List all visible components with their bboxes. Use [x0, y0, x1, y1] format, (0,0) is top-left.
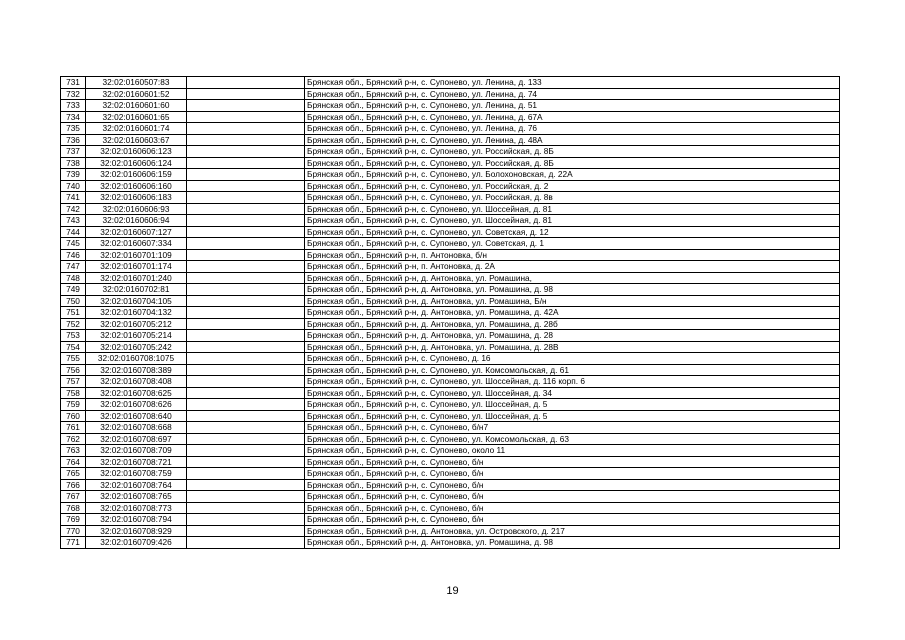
- address-cell: Брянская обл., Брянский р-н, с. Супонево, б/н: [305, 468, 840, 480]
- row-number-cell: 749: [61, 284, 86, 296]
- cadastral-number-cell: 32:02:0160705:212: [86, 318, 187, 330]
- cadastral-number-cell: 32:02:0160507:83: [86, 77, 187, 89]
- cadastral-number-cell: 32:02:0160701:174: [86, 261, 187, 273]
- empty-cell: [187, 307, 305, 319]
- row-number-cell: 737: [61, 146, 86, 158]
- empty-cell: [187, 422, 305, 434]
- address-cell: Брянская обл., Брянский р-н, д. Антоновка, ул. Ромашина, д. 28В: [305, 341, 840, 353]
- row-number-cell: 750: [61, 295, 86, 307]
- cadastral-number-cell: 32:02:0160603:67: [86, 134, 187, 146]
- empty-cell: [187, 180, 305, 192]
- table-row: [61, 318, 840, 330]
- empty-cell: [187, 249, 305, 261]
- row-number-cell: 753: [61, 330, 86, 342]
- table-row: [61, 479, 840, 491]
- cadastral-number-cell: 32:02:0160606:183: [86, 192, 187, 204]
- row-number-cell: 756: [61, 364, 86, 376]
- row-number-cell: 747: [61, 261, 86, 273]
- table-row: [61, 502, 840, 514]
- empty-cell: [187, 77, 305, 89]
- empty-cell: [187, 157, 305, 169]
- address-cell: Брянская обл., Брянский р-н, с. Супонево, ул. Болохоновская, д. 22А: [305, 169, 840, 181]
- address-cell: Брянская обл., Брянский р-н, д. Антоновка, ул. Ромашина, д. 98: [305, 284, 840, 296]
- cadastral-number-cell: 32:02:0160708:764: [86, 479, 187, 491]
- table-row: [61, 180, 840, 192]
- empty-cell: [187, 284, 305, 296]
- address-cell: Брянская обл., Брянский р-н, д. Антоновка, ул. Ромашина, д. 28: [305, 330, 840, 342]
- address-cell: Брянская обл., Брянский р-н, с. Супонево, б/н: [305, 502, 840, 514]
- address-cell: Брянская обл., Брянский р-н, с. Супонево, б/н: [305, 479, 840, 491]
- row-number-cell: 771: [61, 537, 86, 549]
- table-row: [61, 491, 840, 503]
- cadastral-number-cell: 32:02:0160708:709: [86, 445, 187, 457]
- empty-cell: [187, 502, 305, 514]
- row-number-cell: 739: [61, 169, 86, 181]
- cadastral-number-cell: 32:02:0160606:159: [86, 169, 187, 181]
- table-row: [61, 330, 840, 342]
- empty-cell: [187, 215, 305, 227]
- empty-cell: [187, 295, 305, 307]
- address-cell: Брянская обл., Брянский р-н, с. Супонево, ул. Ленина, д. 51: [305, 100, 840, 112]
- empty-cell: [187, 100, 305, 112]
- cadastral-number-cell: 32:02:0160701:240: [86, 272, 187, 284]
- cadastral-number-cell: 32:02:0160708:408: [86, 376, 187, 388]
- empty-cell: [187, 169, 305, 181]
- cadastral-number-cell: 32:02:0160708:625: [86, 387, 187, 399]
- cadastral-number-cell: 32:02:0160708:794: [86, 514, 187, 526]
- empty-cell: [187, 272, 305, 284]
- row-number-cell: 765: [61, 468, 86, 480]
- empty-cell: [187, 387, 305, 399]
- table-row: [61, 307, 840, 319]
- cadastral-number-cell: 32:02:0160607:127: [86, 226, 187, 238]
- table-row: [61, 537, 840, 549]
- table-row: [61, 399, 840, 411]
- empty-cell: [187, 146, 305, 158]
- table-row: [61, 272, 840, 284]
- empty-cell: [187, 341, 305, 353]
- table-row: [61, 525, 840, 537]
- table-row: [61, 88, 840, 100]
- address-cell: Брянская обл., Брянский р-н, с. Супонево, ул. Комсомольская, д. 63: [305, 433, 840, 445]
- row-number-cell: 733: [61, 100, 86, 112]
- empty-cell: [187, 376, 305, 388]
- table-row: [61, 100, 840, 112]
- cadastral-number-cell: 32:02:0160709:426: [86, 537, 187, 549]
- row-number-cell: 744: [61, 226, 86, 238]
- row-number-cell: 736: [61, 134, 86, 146]
- table-row: [61, 353, 840, 365]
- row-number-cell: 752: [61, 318, 86, 330]
- cadastral-number-cell: 32:02:0160708:697: [86, 433, 187, 445]
- address-cell: Брянская обл., Брянский р-н, с. Супонево, ул. Шоссейная, д. 81: [305, 215, 840, 227]
- table-row: [61, 146, 840, 158]
- address-cell: Брянская обл., Брянский р-н, с. Супонево, ул. Шоссейная, д. 5: [305, 410, 840, 422]
- empty-cell: [187, 238, 305, 250]
- row-number-cell: 760: [61, 410, 86, 422]
- address-cell: Брянская обл., Брянский р-н, с. Супонево, ул. Российская, д. 8в: [305, 192, 840, 204]
- row-number-cell: 761: [61, 422, 86, 434]
- cadastral-number-cell: 32:02:0160708:759: [86, 468, 187, 480]
- cadastral-number-cell: 32:02:0160702:81: [86, 284, 187, 296]
- row-number-cell: 762: [61, 433, 86, 445]
- page-number: 19: [446, 585, 459, 597]
- empty-cell: [187, 88, 305, 100]
- cadastral-number-cell: 32:02:0160708:773: [86, 502, 187, 514]
- cadastral-number-cell: 32:02:0160708:721: [86, 456, 187, 468]
- cadastral-number-cell: 32:02:0160606:123: [86, 146, 187, 158]
- row-number-cell: 767: [61, 491, 86, 503]
- empty-cell: [187, 123, 305, 135]
- empty-cell: [187, 433, 305, 445]
- address-cell: Брянская обл., Брянский р-н, с. Супонево, ул. Советская, д. 1: [305, 238, 840, 250]
- address-cell: Брянская обл., Брянский р-н, с. Супонево, ул. Ленина, д. 133: [305, 77, 840, 89]
- address-cell: Брянская обл., Брянский р-н, с. Супонево, около 11: [305, 445, 840, 457]
- row-number-cell: 766: [61, 479, 86, 491]
- table-row: [61, 238, 840, 250]
- address-cell: Брянская обл., Брянский р-н, с. Супонево, ул. Шоссейная, д. 34: [305, 387, 840, 399]
- empty-cell: [187, 134, 305, 146]
- empty-cell: [187, 192, 305, 204]
- address-cell: Брянская обл., Брянский р-н, с. Супонево, б/н7: [305, 422, 840, 434]
- address-cell: Брянская обл., Брянский р-н, с. Супонево, ул. Ленина, д. 48А: [305, 134, 840, 146]
- row-number-cell: 740: [61, 180, 86, 192]
- row-number-cell: 738: [61, 157, 86, 169]
- address-cell: Брянская обл., Брянский р-н, с. Супонево, ул. Ленина, д. 74: [305, 88, 840, 100]
- row-number-cell: 731: [61, 77, 86, 89]
- address-cell: Брянская обл., Брянский р-н, с. Супонево, д. 16: [305, 353, 840, 365]
- empty-cell: [187, 410, 305, 422]
- empty-cell: [187, 399, 305, 411]
- address-cell: Брянская обл., Брянский р-н, с. Супонево, ул. Ленина, д. 76: [305, 123, 840, 135]
- table-row: [61, 284, 840, 296]
- table-row: [61, 341, 840, 353]
- row-number-cell: 759: [61, 399, 86, 411]
- cadastral-number-cell: 32:02:0160704:132: [86, 307, 187, 319]
- table-row: [61, 295, 840, 307]
- table-row: [61, 261, 840, 273]
- cadastral-table: [60, 76, 840, 549]
- row-number-cell: 735: [61, 123, 86, 135]
- table-body: [61, 77, 840, 549]
- table-row: [61, 134, 840, 146]
- row-number-cell: 743: [61, 215, 86, 227]
- row-number-cell: 764: [61, 456, 86, 468]
- empty-cell: [187, 445, 305, 457]
- address-cell: Брянская обл., Брянский р-н, с. Супонево, б/н: [305, 491, 840, 503]
- cadastral-number-cell: 32:02:0160606:93: [86, 203, 187, 215]
- table-row: [61, 456, 840, 468]
- table-row: [61, 468, 840, 480]
- empty-cell: [187, 318, 305, 330]
- cadastral-number-cell: 32:02:0160705:214: [86, 330, 187, 342]
- cadastral-number-cell: 32:02:0160601:65: [86, 111, 187, 123]
- table-row: [61, 514, 840, 526]
- row-number-cell: 763: [61, 445, 86, 457]
- address-cell: Брянская обл., Брянский р-н, д. Антоновка, ул. Ромашина, д. 28б: [305, 318, 840, 330]
- address-cell: Брянская обл., Брянский р-н, с. Супонево, ул. Шоссейная, д. 5: [305, 399, 840, 411]
- address-cell: Брянская обл., Брянский р-н, с. Супонево, ул. Российская, д. 8Б: [305, 146, 840, 158]
- empty-cell: [187, 203, 305, 215]
- row-number-cell: 742: [61, 203, 86, 215]
- address-cell: Брянская обл., Брянский р-н, с. Супонево, ул. Российская, д. 8Б: [305, 157, 840, 169]
- empty-cell: [187, 261, 305, 273]
- address-cell: Брянская обл., Брянский р-н, с. Супонево, ул. Советская, д. 12: [305, 226, 840, 238]
- table-row: [61, 445, 840, 457]
- table-row: [61, 433, 840, 445]
- address-cell: Брянская обл., Брянский р-н, д. Антоновка, ул. Ромашина, Б/н: [305, 295, 840, 307]
- empty-cell: [187, 537, 305, 549]
- cadastral-number-cell: 32:02:0160708:640: [86, 410, 187, 422]
- empty-cell: [187, 111, 305, 123]
- row-number-cell: 770: [61, 525, 86, 537]
- empty-cell: [187, 479, 305, 491]
- cadastral-number-cell: 32:02:0160705:242: [86, 341, 187, 353]
- address-cell: Брянская обл., Брянский р-н, с. Супонево, б/н: [305, 514, 840, 526]
- cadastral-number-cell: 32:02:0160708:626: [86, 399, 187, 411]
- cadastral-number-cell: 32:02:0160708:765: [86, 491, 187, 503]
- empty-cell: [187, 491, 305, 503]
- table-row: [61, 203, 840, 215]
- address-cell: Брянская обл., Брянский р-н, п. Антоновка, д. 2А: [305, 261, 840, 273]
- address-cell: Брянская обл., Брянский р-н, с. Супонево, б/н: [305, 456, 840, 468]
- row-number-cell: 754: [61, 341, 86, 353]
- cadastral-number-cell: 32:02:0160606:124: [86, 157, 187, 169]
- row-number-cell: 734: [61, 111, 86, 123]
- address-cell: Брянская обл., Брянский р-н, д. Антоновка, ул. Ромашина, д. 98: [305, 537, 840, 549]
- row-number-cell: 732: [61, 88, 86, 100]
- cadastral-number-cell: 32:02:0160708:668: [86, 422, 187, 434]
- cadastral-number-cell: 32:02:0160606:94: [86, 215, 187, 227]
- table-row: [61, 249, 840, 261]
- table-row: [61, 111, 840, 123]
- cadastral-number-cell: 32:02:0160708:389: [86, 364, 187, 376]
- cadastral-number-cell: 32:02:0160704:105: [86, 295, 187, 307]
- table-row: [61, 364, 840, 376]
- row-number-cell: 745: [61, 238, 86, 250]
- address-cell: Брянская обл., Брянский р-н, с. Супонево, ул. Комсомольская, д. 61: [305, 364, 840, 376]
- row-number-cell: 746: [61, 249, 86, 261]
- empty-cell: [187, 468, 305, 480]
- address-cell: Брянская обл., Брянский р-н, д. Антоновка, ул. Ромашина, д. 42А: [305, 307, 840, 319]
- row-number-cell: 751: [61, 307, 86, 319]
- address-cell: Брянская обл., Брянский р-н, д. Антоновка, ул. Ромашина,: [305, 272, 840, 284]
- address-cell: Брянская обл., Брянский р-н, с. Супонево, ул. Ленина, д. 67А: [305, 111, 840, 123]
- address-cell: Брянская обл., Брянский р-н, с. Супонево, ул. Российская, д. 2: [305, 180, 840, 192]
- cadastral-number-cell: 32:02:0160708:929: [86, 525, 187, 537]
- table-row: [61, 192, 840, 204]
- row-number-cell: 768: [61, 502, 86, 514]
- table-row: [61, 169, 840, 181]
- empty-cell: [187, 456, 305, 468]
- table-row: [61, 157, 840, 169]
- empty-cell: [187, 364, 305, 376]
- row-number-cell: 741: [61, 192, 86, 204]
- table-row: [61, 376, 840, 388]
- row-number-cell: 757: [61, 376, 86, 388]
- cadastral-number-cell: 32:02:0160607:334: [86, 238, 187, 250]
- cadastral-number-cell: 32:02:0160601:60: [86, 100, 187, 112]
- row-number-cell: 748: [61, 272, 86, 284]
- table-row: [61, 410, 840, 422]
- row-number-cell: 755: [61, 353, 86, 365]
- cadastral-number-cell: 32:02:0160606:160: [86, 180, 187, 192]
- table-row: [61, 387, 840, 399]
- empty-cell: [187, 330, 305, 342]
- table-row: [61, 123, 840, 135]
- row-number-cell: 769: [61, 514, 86, 526]
- address-cell: Брянская обл., Брянский р-н, д. Антоновка, ул. Островского, д. 217: [305, 525, 840, 537]
- row-number-cell: 758: [61, 387, 86, 399]
- address-cell: Брянская обл., Брянский р-н, п. Антоновка, б/н: [305, 249, 840, 261]
- table-row: [61, 215, 840, 227]
- address-cell: Брянская обл., Брянский р-н, с. Супонево, ул. Шоссейная, д. 116 корп. 6: [305, 376, 840, 388]
- cadastral-number-cell: 32:02:0160601:74: [86, 123, 187, 135]
- empty-cell: [187, 514, 305, 526]
- table-row: [61, 422, 840, 434]
- empty-cell: [187, 353, 305, 365]
- cadastral-number-cell: 32:02:0160708:1075: [86, 353, 187, 365]
- cadastral-number-cell: 32:02:0160601:52: [86, 88, 187, 100]
- table-row: [61, 77, 840, 89]
- table-row: [61, 226, 840, 238]
- address-cell: Брянская обл., Брянский р-н, с. Супонево, ул. Шоссейная, д. 81: [305, 203, 840, 215]
- empty-cell: [187, 226, 305, 238]
- empty-cell: [187, 525, 305, 537]
- cadastral-number-cell: 32:02:0160701:109: [86, 249, 187, 261]
